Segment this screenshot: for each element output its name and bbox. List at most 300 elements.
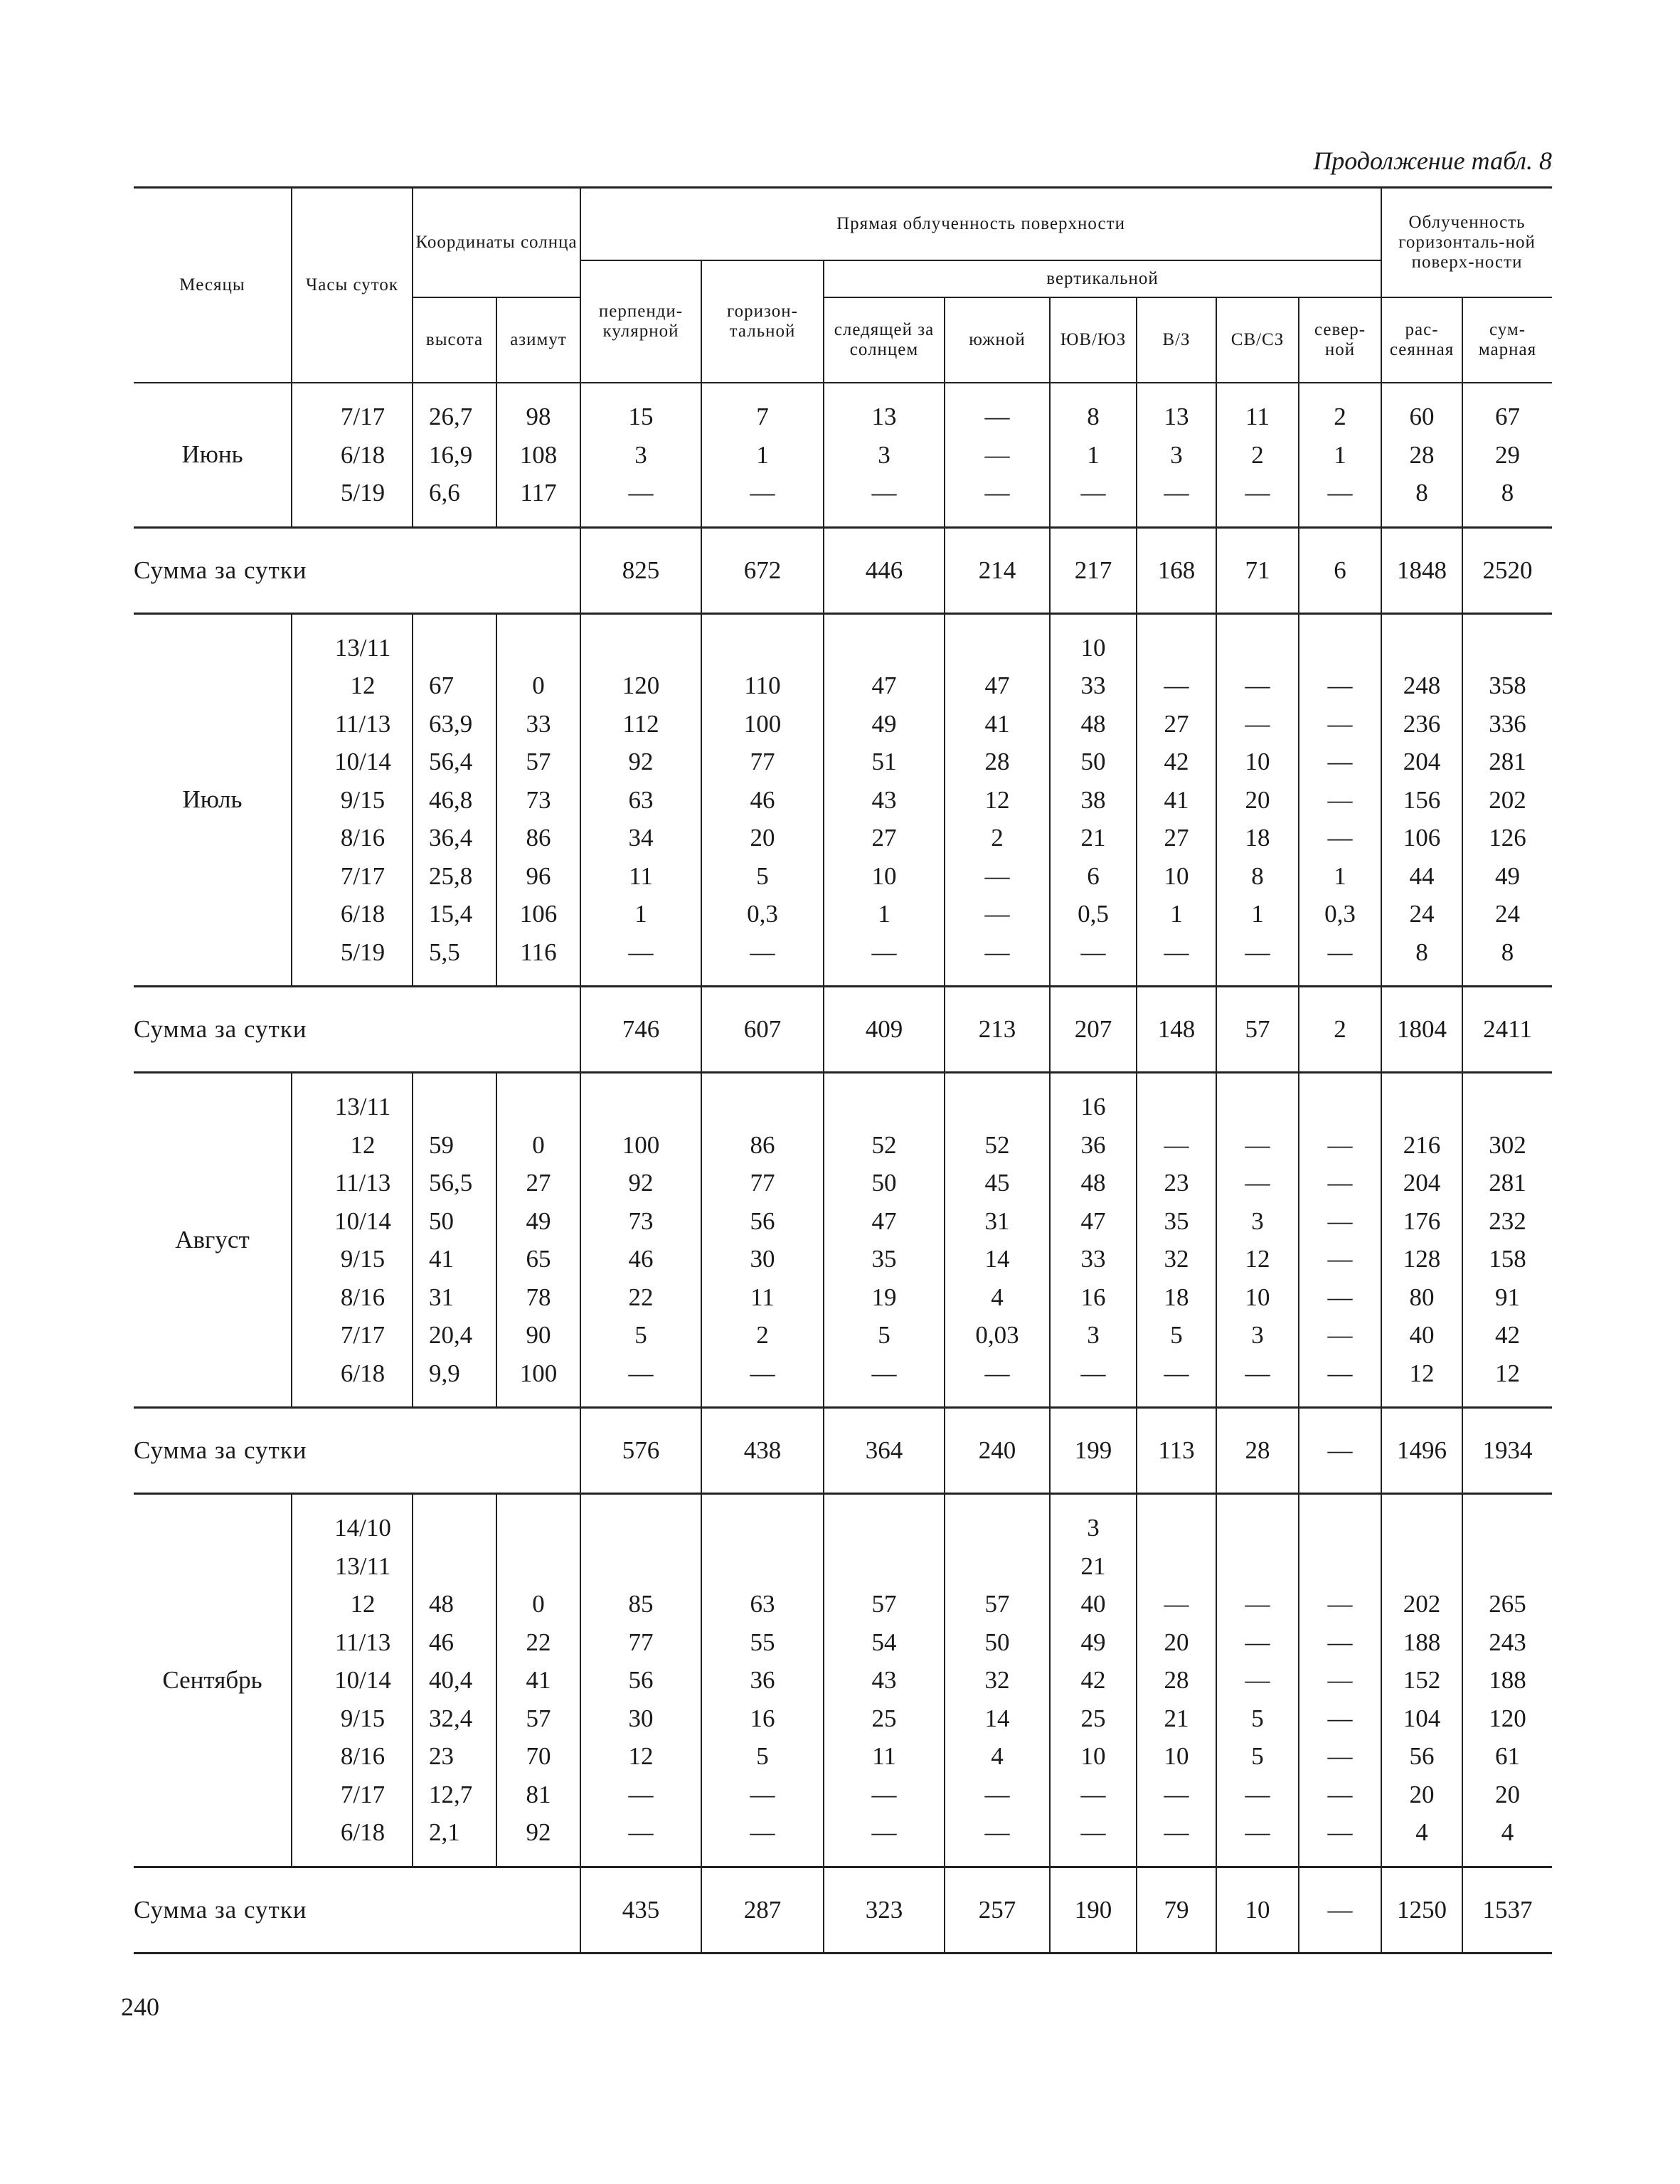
diffuse-cell: 204 [1403, 748, 1441, 775]
ne-nw-cell: — [1245, 479, 1270, 507]
horizontal-cell: 86 [750, 1130, 775, 1159]
sum-se-sw: 207 [1050, 987, 1137, 1073]
se-sw-cell: 10 [1080, 633, 1106, 662]
sum-horizontal: 438 [701, 1408, 824, 1494]
horizontal-cell [702, 1088, 823, 1126]
ne-nw-column [1216, 383, 1299, 527]
perpendicular-cell: 1 [634, 900, 647, 928]
diffuse-cell: 128 [1403, 1245, 1441, 1273]
tracking-column [824, 613, 945, 987]
tracking-cell [824, 1547, 944, 1586]
south-cell [945, 1547, 1049, 1586]
sum-tracking: 323 [824, 1867, 945, 1953]
south-cell: 4 [991, 1283, 1004, 1311]
sum-perpendicular: 825 [580, 527, 701, 613]
e-w-column [1137, 1494, 1216, 1867]
ne-nw-cell: 5 [1251, 1742, 1264, 1770]
ne-nw-cell: — [1245, 1666, 1270, 1694]
hours-cell: 5/19 [340, 479, 386, 507]
tracking-cell: 51 [871, 748, 897, 775]
sum-total: 1537 [1462, 1867, 1552, 1953]
diffuse-cell: 4 [1415, 1818, 1428, 1846]
e-w-cell: — [1164, 1359, 1189, 1387]
height-cell: 56,4 [429, 748, 473, 775]
tracking-cell: 43 [871, 785, 897, 814]
height-cell: 67 [429, 672, 454, 699]
total-cell: 188 [1489, 1666, 1526, 1694]
se-sw-cell: 25 [1080, 1704, 1106, 1732]
diffuse-cell: 20 [1409, 1780, 1435, 1808]
horizontal-column [701, 1494, 824, 1867]
daily-sum-label: Сумма за сутки [134, 1408, 580, 1494]
azimuth-cell: 96 [526, 862, 551, 890]
total-cell: 91 [1495, 1283, 1521, 1311]
horizontal-cell: 36 [750, 1666, 775, 1694]
horizontal-cell: 5 [756, 1742, 769, 1770]
perpendicular-cell [581, 1547, 701, 1586]
horizontal-cell: 63 [750, 1590, 775, 1618]
total-cell: 243 [1489, 1628, 1526, 1656]
azimuth-cell [497, 629, 580, 667]
header-perpendicular: перпенди-кулярной [580, 260, 701, 383]
south-cell: 31 [984, 1207, 1010, 1235]
e-w-cell: 23 [1164, 1169, 1189, 1197]
total-cell: 4 [1501, 1818, 1514, 1846]
hours-column [292, 613, 413, 987]
e-w-cell: — [1164, 1130, 1189, 1159]
e-w-cell: — [1164, 1780, 1189, 1808]
azimuth-cell: 49 [526, 1207, 551, 1235]
sum-south: 214 [945, 527, 1050, 613]
daily-sum-row [134, 1867, 1552, 1953]
table-caption: Продолжение табл. 8 [1313, 147, 1552, 175]
perpendicular-cell: 92 [628, 1169, 654, 1197]
month-name: Июнь [134, 383, 292, 527]
e-w-cell: — [1164, 1590, 1189, 1618]
height-column [413, 1494, 496, 1867]
sum-horizontal: 287 [701, 1867, 824, 1953]
horizontal-cell: 1 [756, 440, 769, 469]
tracking-cell: 10 [871, 862, 897, 890]
azimuth-cell [497, 1509, 580, 1547]
total-cell: 29 [1495, 440, 1521, 469]
azimuth-cell: 41 [526, 1666, 551, 1694]
diffuse-cell: 216 [1403, 1130, 1441, 1159]
sum-e-w: 113 [1137, 1408, 1216, 1494]
se-sw-cell: 16 [1080, 1283, 1106, 1311]
perpendicular-cell: — [628, 938, 654, 966]
sum-perpendicular: 435 [580, 1867, 701, 1953]
azimuth-cell: 92 [526, 1818, 551, 1846]
e-w-cell: 27 [1164, 824, 1189, 852]
azimuth-cell: 108 [519, 440, 558, 469]
hours-cell: 10/14 [334, 1207, 391, 1235]
hours-cell: 12 [350, 1130, 376, 1159]
tracking-cell: — [871, 479, 897, 507]
ne-nw-cell: — [1245, 1628, 1270, 1656]
height-cell: 20,4 [429, 1321, 473, 1349]
south-cell: — [984, 479, 1010, 507]
e-w-cell [1137, 1509, 1216, 1547]
perpendicular-column [580, 1073, 701, 1408]
month-name: Июль [134, 613, 292, 987]
azimuth-cell: 70 [526, 1742, 551, 1770]
height-cell: 25,8 [429, 862, 473, 890]
hours-column [292, 1073, 413, 1408]
daily-sum-label: Сумма за сутки [134, 987, 580, 1073]
azimuth-cell: 90 [526, 1321, 551, 1349]
e-w-cell: 28 [1164, 1666, 1189, 1694]
ne-nw-cell: 3 [1251, 1321, 1264, 1349]
tracking-cell [824, 1509, 944, 1547]
tracking-cell: 49 [871, 709, 897, 738]
header-diffuse: рас-сеянная [1381, 297, 1462, 383]
north-cell: — [1327, 1818, 1353, 1846]
se-sw-cell: 3 [1087, 1321, 1100, 1349]
north-cell: 2 [1334, 403, 1346, 430]
north-cell: — [1327, 824, 1353, 852]
ne-nw-cell: 8 [1251, 862, 1264, 890]
e-w-cell: 41 [1164, 785, 1189, 814]
north-column [1299, 1494, 1381, 1867]
north-cell: — [1327, 1321, 1353, 1349]
ne-nw-column [1216, 1073, 1299, 1408]
perpendicular-cell: 3 [634, 440, 647, 469]
ne-nw-cell [1217, 629, 1298, 667]
sum-north: — [1299, 1867, 1381, 1953]
azimuth-cell: 86 [526, 824, 551, 852]
perpendicular-cell: 92 [628, 748, 654, 775]
diffuse-cell: 8 [1415, 479, 1428, 507]
tracking-cell: — [871, 1780, 897, 1808]
e-w-cell: 10 [1164, 862, 1189, 890]
ne-nw-cell: 1 [1251, 900, 1264, 928]
total-cell: 61 [1495, 1742, 1521, 1770]
horizontal-cell [702, 629, 823, 667]
north-cell: — [1327, 1245, 1353, 1273]
diffuse-cell: 156 [1403, 785, 1441, 814]
hours-cell: 6/18 [340, 1359, 386, 1387]
height-cell: 48 [429, 1590, 454, 1618]
diffuse-cell: 12 [1409, 1359, 1435, 1387]
total-column [1462, 613, 1552, 987]
sum-perpendicular: 576 [580, 1408, 701, 1494]
perpendicular-cell: 56 [628, 1666, 654, 1694]
ne-nw-cell: 11 [1245, 403, 1270, 430]
irradiance-table [134, 186, 1552, 1954]
hours-column [292, 383, 413, 527]
sum-diffuse: 1804 [1381, 987, 1462, 1073]
south-cell: 12 [984, 785, 1010, 814]
hours-cell: 7/17 [340, 1321, 386, 1349]
height-cell: 2,1 [429, 1818, 460, 1846]
perpendicular-cell: — [628, 1818, 654, 1846]
diffuse-cell: 152 [1403, 1666, 1441, 1694]
total-cell: 126 [1489, 824, 1526, 852]
azimuth-column [496, 1494, 580, 1867]
total-cell: 120 [1489, 1704, 1526, 1732]
ne-nw-cell: — [1245, 709, 1270, 738]
ne-nw-cell [1217, 1547, 1298, 1586]
se-sw-cell: 48 [1080, 1169, 1106, 1197]
hours-cell: 7/17 [340, 1780, 386, 1808]
diffuse-cell: 104 [1403, 1704, 1441, 1732]
se-sw-cell: 21 [1080, 1552, 1106, 1580]
horizontal-cell: 0,3 [747, 900, 778, 928]
perpendicular-cell: 63 [628, 785, 654, 814]
sum-north: — [1299, 1408, 1381, 1494]
hours-cell: 12 [350, 1590, 376, 1618]
height-cell: 16,9 [429, 440, 473, 469]
perpendicular-cell: 85 [628, 1590, 654, 1618]
south-cell: — [984, 1818, 1010, 1846]
month-section [134, 1073, 1552, 1408]
horizontal-cell: 55 [750, 1628, 775, 1656]
azimuth-cell: 57 [526, 748, 551, 775]
se-sw-cell: 38 [1080, 785, 1106, 814]
hours-cell: 9/15 [340, 785, 386, 814]
south-cell: 50 [984, 1628, 1010, 1656]
tracking-cell: 57 [871, 1590, 897, 1618]
horizontal-column [701, 1073, 824, 1408]
month-section [134, 1494, 1552, 1867]
height-cell: 12,7 [429, 1780, 473, 1808]
se-sw-cell: — [1080, 1780, 1106, 1808]
ne-nw-cell: — [1245, 1359, 1270, 1387]
diffuse-cell: 176 [1403, 1207, 1441, 1235]
sum-e-w: 148 [1137, 987, 1216, 1073]
sum-north: 6 [1299, 527, 1381, 613]
sum-total: 2411 [1462, 987, 1552, 1073]
horizontal-column [701, 383, 824, 527]
perpendicular-column [580, 613, 701, 987]
diffuse-cell: 44 [1409, 862, 1435, 890]
sum-ne-nw: 57 [1216, 987, 1299, 1073]
total-cell: 232 [1489, 1207, 1526, 1235]
e-w-cell [1137, 629, 1216, 667]
north-cell [1299, 1509, 1381, 1547]
month-name: Сентябрь [134, 1494, 292, 1867]
header-height: высота [413, 297, 496, 383]
ne-nw-cell: 10 [1245, 748, 1270, 775]
perpendicular-cell [581, 629, 701, 667]
tracking-cell: 13 [871, 403, 897, 430]
south-cell: 14 [984, 1245, 1010, 1273]
hours-cell: 13/11 [334, 1552, 391, 1580]
tracking-cell: 35 [871, 1245, 897, 1273]
height-column [413, 613, 496, 987]
ne-nw-cell: — [1245, 1780, 1270, 1808]
azimuth-cell: 27 [526, 1169, 551, 1197]
height-cell: 46,8 [429, 785, 473, 814]
header-month: Месяцы [134, 188, 292, 383]
perpendicular-cell: 30 [628, 1704, 654, 1732]
header-e-w: В/З [1137, 297, 1216, 383]
azimuth-column [496, 1073, 580, 1408]
north-cell: 0,3 [1324, 900, 1356, 928]
se-sw-column [1050, 1073, 1137, 1408]
tracking-cell: 11 [872, 1742, 896, 1770]
total-cell: 358 [1489, 672, 1526, 699]
horizontal-cell: — [750, 1780, 775, 1808]
horizontal-cell: 5 [756, 862, 769, 890]
azimuth-cell [497, 1088, 580, 1126]
north-cell: — [1327, 1780, 1353, 1808]
e-w-column [1137, 613, 1216, 987]
sum-diffuse: 1250 [1381, 1867, 1462, 1953]
height-cell: 63,9 [429, 709, 473, 738]
se-sw-cell: 47 [1080, 1207, 1106, 1235]
diffuse-cell: 56 [1409, 1742, 1435, 1770]
horizontal-cell: 56 [750, 1207, 775, 1235]
diffuse-column [1381, 613, 1462, 987]
south-column [945, 613, 1050, 987]
total-cell: 8 [1501, 479, 1514, 507]
total-column [1462, 1073, 1552, 1408]
hours-cell: 13/11 [334, 1093, 391, 1120]
horizontal-column [701, 613, 824, 987]
daily-sum-row [134, 527, 1552, 613]
total-cell [1463, 1509, 1552, 1547]
height-cell: 36,4 [429, 824, 473, 852]
header-se-sw: ЮВ/ЮЗ [1050, 297, 1137, 383]
perpendicular-cell: 112 [622, 709, 659, 738]
sum-south: 213 [945, 987, 1050, 1073]
south-column [945, 383, 1050, 527]
height-cell: 6,6 [429, 479, 460, 507]
total-column [1462, 1494, 1552, 1867]
e-w-cell: 10 [1164, 1742, 1189, 1770]
north-cell: 1 [1334, 440, 1346, 469]
sum-total: 2520 [1462, 527, 1552, 613]
hours-cell: 5/19 [340, 938, 386, 966]
se-sw-cell: 40 [1080, 1590, 1106, 1618]
ne-nw-cell: — [1245, 672, 1270, 699]
se-sw-cell: 6 [1087, 862, 1100, 890]
north-cell: — [1327, 938, 1353, 966]
south-column [945, 1073, 1050, 1408]
diffuse-cell: 24 [1409, 900, 1435, 928]
e-w-cell [1137, 1088, 1216, 1126]
tracking-cell: — [871, 938, 897, 966]
north-column [1299, 1073, 1381, 1408]
tracking-cell: 25 [871, 1704, 897, 1732]
diffuse-cell: 40 [1409, 1321, 1435, 1349]
hours-cell: 11/13 [334, 1169, 391, 1197]
height-cell: 32,4 [429, 1704, 473, 1732]
tracking-cell: — [871, 1818, 897, 1846]
hours-cell: 8/16 [340, 824, 386, 852]
south-cell: 41 [984, 709, 1010, 738]
north-cell: — [1327, 785, 1353, 814]
north-cell: — [1327, 1283, 1353, 1311]
height-column [413, 1073, 496, 1408]
ne-nw-column [1216, 1494, 1299, 1867]
total-cell [1463, 1088, 1552, 1126]
e-w-cell: 13 [1164, 403, 1189, 430]
south-cell: 47 [984, 672, 1010, 699]
tracking-column [824, 383, 945, 527]
south-cell: 45 [984, 1169, 1010, 1197]
azimuth-cell: 100 [519, 1359, 558, 1387]
sum-se-sw: 217 [1050, 527, 1137, 613]
diffuse-column [1381, 1073, 1462, 1408]
header-ne-nw: СВ/СЗ [1216, 297, 1299, 383]
north-cell: — [1327, 1704, 1353, 1732]
height-cell: 46 [429, 1628, 454, 1656]
height-cell [429, 1509, 496, 1547]
south-cell: 0,03 [975, 1321, 1019, 1349]
perpendicular-cell: 12 [628, 1742, 654, 1770]
se-sw-cell: 8 [1087, 403, 1100, 430]
north-cell: — [1327, 709, 1353, 738]
tracking-cell: 5 [878, 1321, 890, 1349]
irradiance-table-wrapper [134, 186, 1552, 1954]
perpendicular-cell: 46 [628, 1245, 654, 1273]
total-cell [1463, 629, 1552, 667]
total-cell: 281 [1489, 1169, 1526, 1197]
diffuse-cell: 28 [1409, 440, 1435, 469]
ne-nw-column [1216, 613, 1299, 987]
perpendicular-cell [581, 1088, 701, 1126]
ne-nw-cell: — [1245, 1130, 1270, 1159]
tracking-cell: 27 [871, 824, 897, 852]
header-north: север-ной [1299, 297, 1381, 383]
se-sw-cell: — [1080, 479, 1106, 507]
north-cell: — [1327, 1628, 1353, 1656]
hours-cell: 11/13 [334, 709, 391, 738]
north-cell: — [1327, 1590, 1353, 1618]
horizontal-cell: 2 [756, 1321, 769, 1349]
total-column [1462, 383, 1552, 527]
se-sw-cell: 1 [1087, 440, 1100, 469]
sum-perpendicular: 746 [580, 987, 701, 1073]
ne-nw-cell: 20 [1245, 785, 1270, 814]
perpendicular-cell: — [628, 1359, 654, 1387]
e-w-cell: 3 [1170, 440, 1183, 469]
hours-cell: 6/18 [340, 1818, 386, 1846]
hours-cell: 7/17 [340, 403, 386, 430]
total-cell [1463, 1547, 1552, 1586]
azimuth-cell: 65 [526, 1245, 551, 1273]
south-cell: — [984, 1359, 1010, 1387]
diffuse-cell: 248 [1403, 672, 1441, 699]
month-section [134, 383, 1552, 527]
tracking-cell [824, 629, 944, 667]
se-sw-column [1050, 1494, 1137, 1867]
hours-cell: 14/10 [334, 1514, 391, 1542]
total-cell: 42 [1495, 1321, 1521, 1349]
daily-sum-row [134, 987, 1552, 1073]
south-cell: — [984, 440, 1010, 469]
month-name: Август [134, 1073, 292, 1408]
south-cell [945, 629, 1049, 667]
e-w-cell: — [1164, 1818, 1189, 1846]
e-w-cell: 18 [1164, 1283, 1189, 1311]
diffuse-cell: 80 [1409, 1283, 1435, 1311]
se-sw-column [1050, 613, 1137, 987]
daily-sum-label: Сумма за сутки [134, 1867, 580, 1953]
perpendicular-cell: 120 [622, 672, 660, 699]
ne-nw-cell: — [1245, 1590, 1270, 1618]
tracking-cell: — [871, 1359, 897, 1387]
sum-se-sw: 190 [1050, 1867, 1137, 1953]
diffuse-cell: 8 [1415, 938, 1428, 966]
horizontal-cell: 7 [756, 403, 769, 430]
south-cell: 28 [984, 748, 1010, 775]
south-cell: 2 [991, 824, 1004, 852]
horizontal-cell: — [750, 479, 775, 507]
